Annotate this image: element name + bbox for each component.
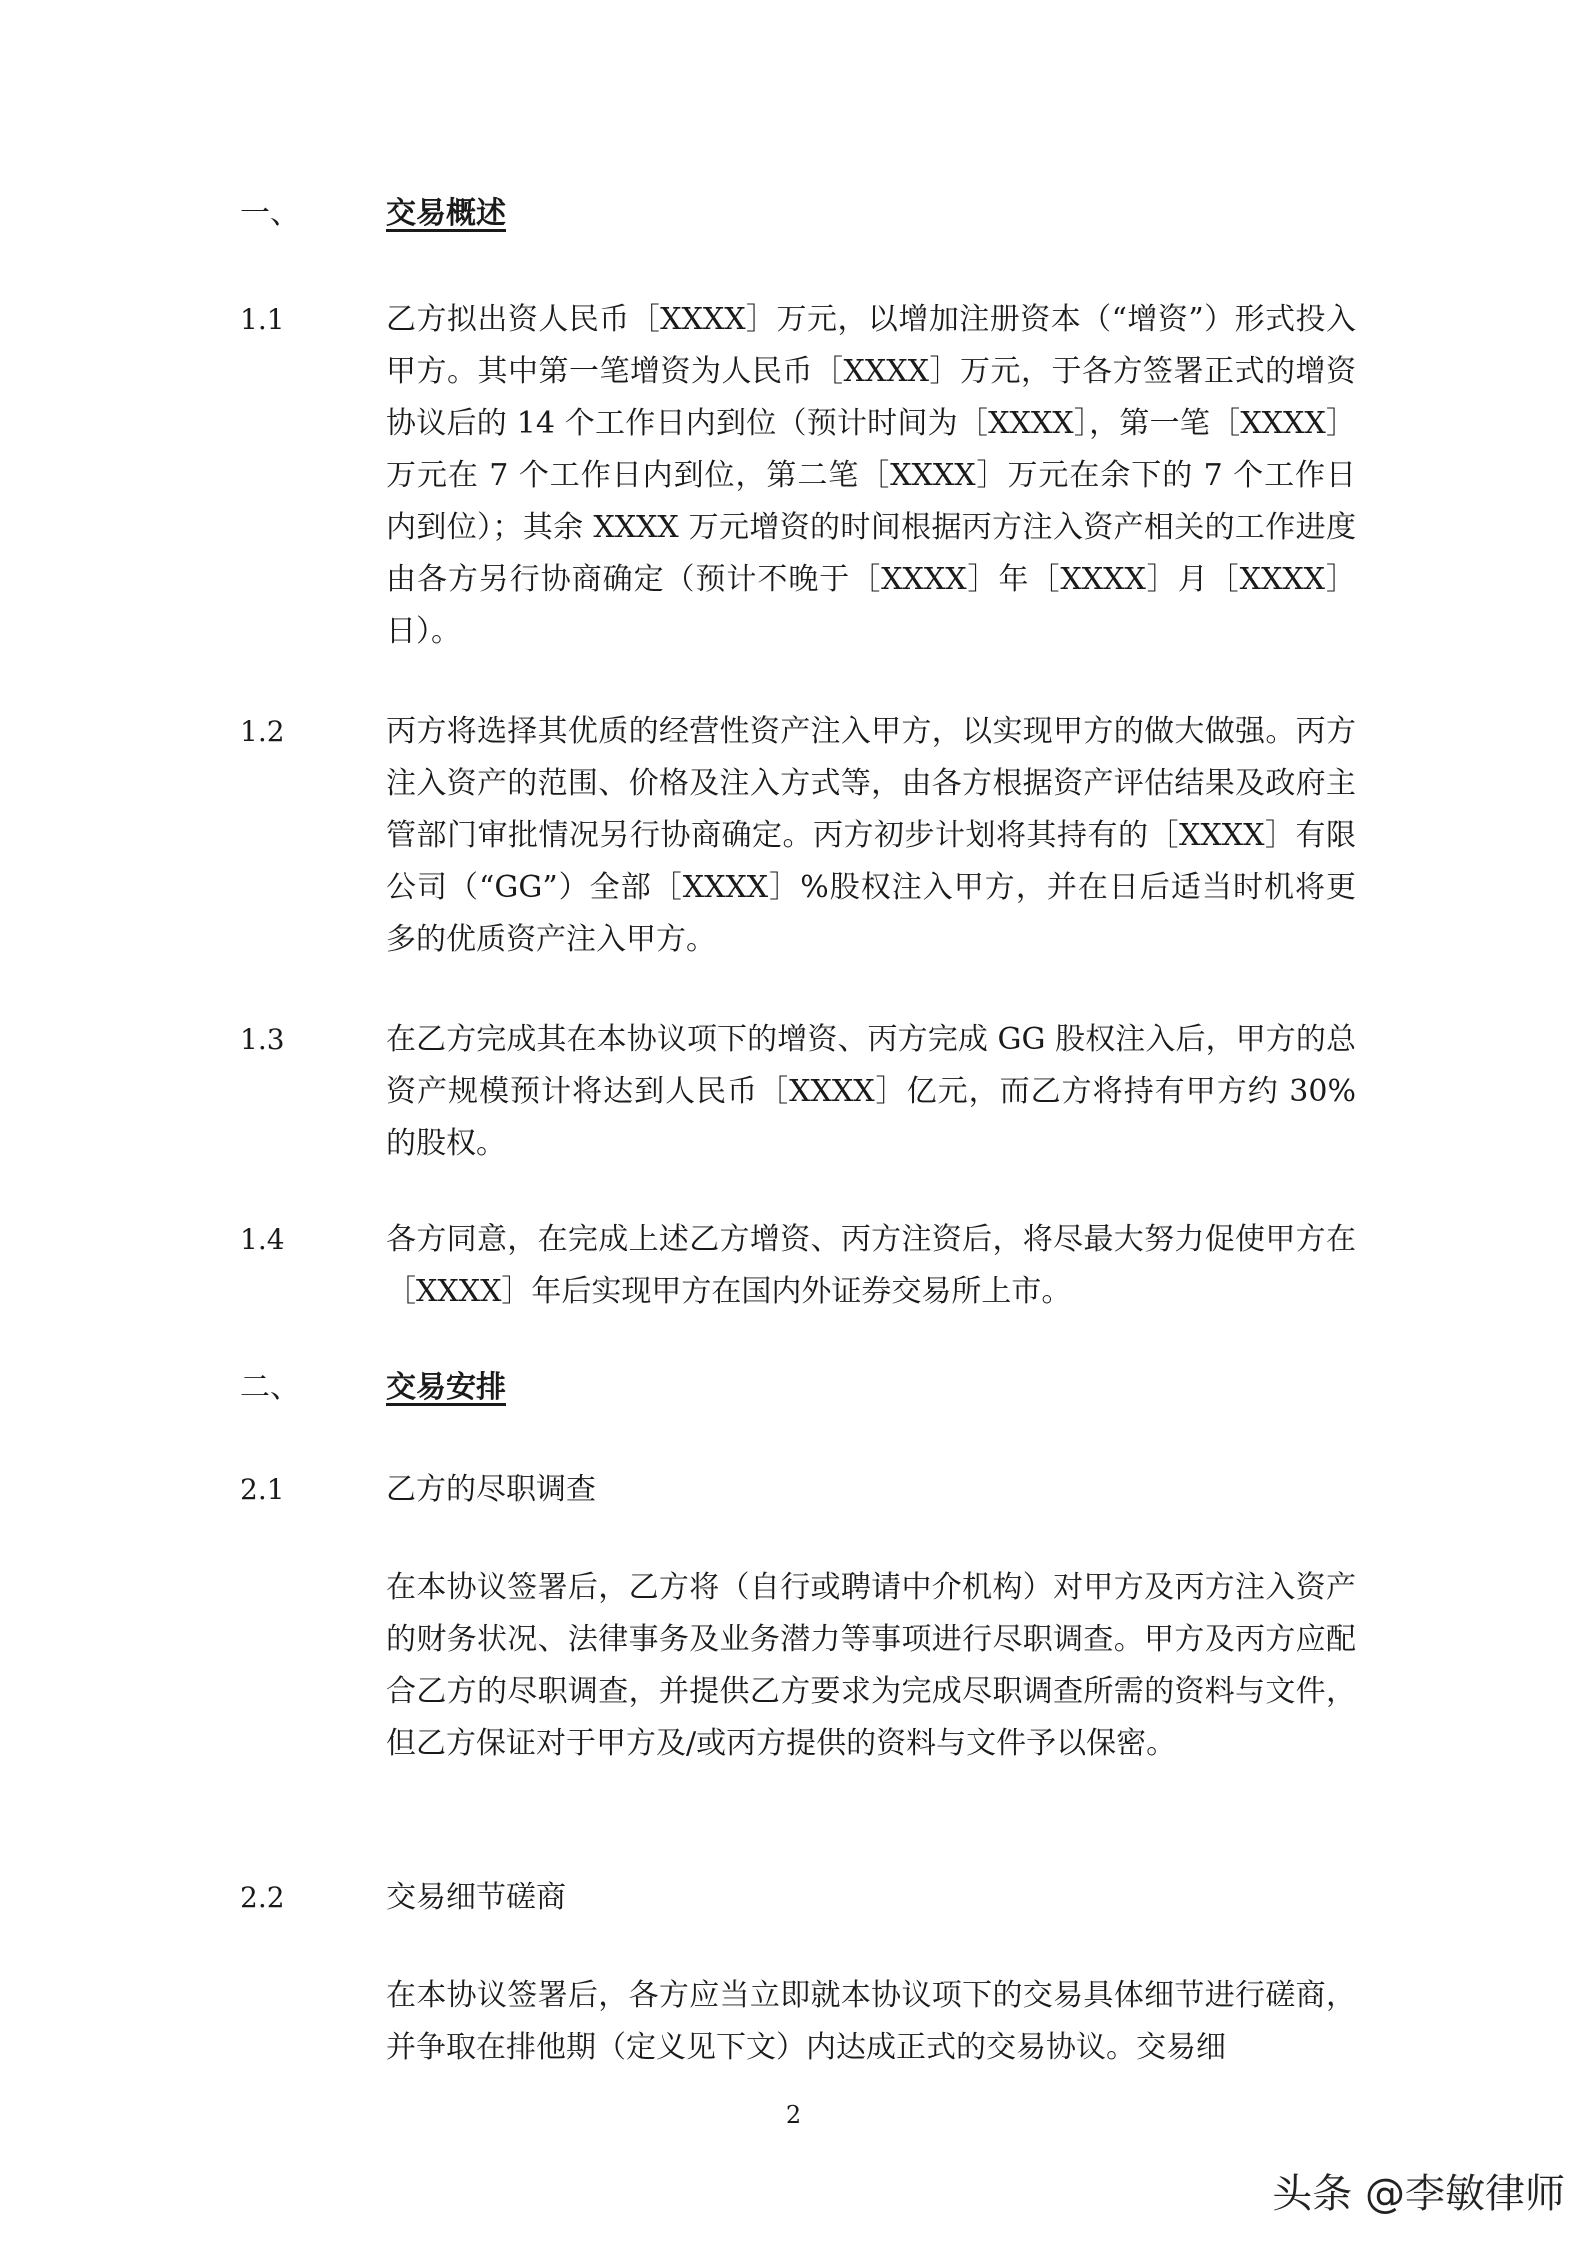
clause-text-1-1: 乙方拟出资人民币［XXXX］万元，以增加注册资本（“增资”）形式投入甲方。其中第一笔增资为人民币［XXXX］万元，于各方签署正式的增资协议后的 14 个工作日内到位（预计时间为［XXXX］，第一笔［XXXX］万元在 7 个工作日内到位，第二笔［XXXX］万元在余下的 7 个工作日内到位）；其余 XXXX 万元增资的时间根据丙方注入资产相关的工作进度由各方另行协商确定（预计不晚于［XXXX］年［XXXX］月［XXXX］日）。 (386, 302, 1356, 649)
clause-text-2-2: 在本协议签署后，各方应当立即就本协议项下的交易具体细节进行磋商，并争取在排他期（定义见下文）内达成正式的交易协议。交易细 (386, 1978, 1356, 2065)
clause-number-1-3: 1.3 (240, 1023, 285, 1056)
section-number: 二、 (240, 1370, 300, 1405)
page-number: 2 (785, 2101, 802, 2129)
clause-number-1-2: 1.2 (240, 715, 285, 748)
clause-text-1-2: 丙方将选择其优质的经营性资产注入甲方，以实现甲方的做大做强。丙方注入资产的范围、价格及注入方式等，由各方根据资产评估结果及政府主管部门审批情况另行协商确定。丙方初步计划将其持有的［XXXX］有限公司（“GG”）全部［XXXX］%股权注入甲方，并在日后适当时机将更多的优质资产注入甲方。 (386, 714, 1356, 957)
section-number: 一、 (240, 196, 300, 231)
clause-number-2-1: 2.1 (240, 1473, 285, 1506)
clause-number-2-2: 2.2 (240, 1881, 285, 1914)
clause-text-1-3: 在乙方完成其在本协议项下的增资、丙方完成 GG 股权注入后，甲方的总资产规模预计将达到人民币［XXXX］亿元，而乙方将持有甲方约 30%的股权。 (386, 1022, 1356, 1161)
watermark: 头条 @李敏律师 (1272, 2171, 1565, 2217)
section-title: 交易概述 (386, 196, 506, 231)
clause-subtitle-2-1: 乙方的尽职调查 (386, 1472, 596, 1507)
clause-text-2-1: 在本协议签署后，乙方将（自行或聘请中介机构）对甲方及丙方注入资产的财务状况、法律事务及业务潜力等事项进行尽职调查。甲方及丙方应配合乙方的尽职调查，并提供乙方要求为完成尽职调查所需的资料与文件，但乙方保证对于甲方及/或丙方提供的资料与文件予以保密。 (386, 1570, 1356, 1761)
clause-number-1-4: 1.4 (240, 1223, 285, 1256)
clause-subtitle-2-2: 交易细节磋商 (386, 1880, 566, 1915)
clause-text-1-4: 各方同意，在完成上述乙方增资、丙方注资后，将尽最大努力促使甲方在［XXXX］年后实现甲方在国内外证券交易所上市。 (386, 1222, 1356, 1309)
section-title: 交易安排 (386, 1370, 506, 1405)
clause-number-1-1: 1.1 (240, 303, 285, 336)
